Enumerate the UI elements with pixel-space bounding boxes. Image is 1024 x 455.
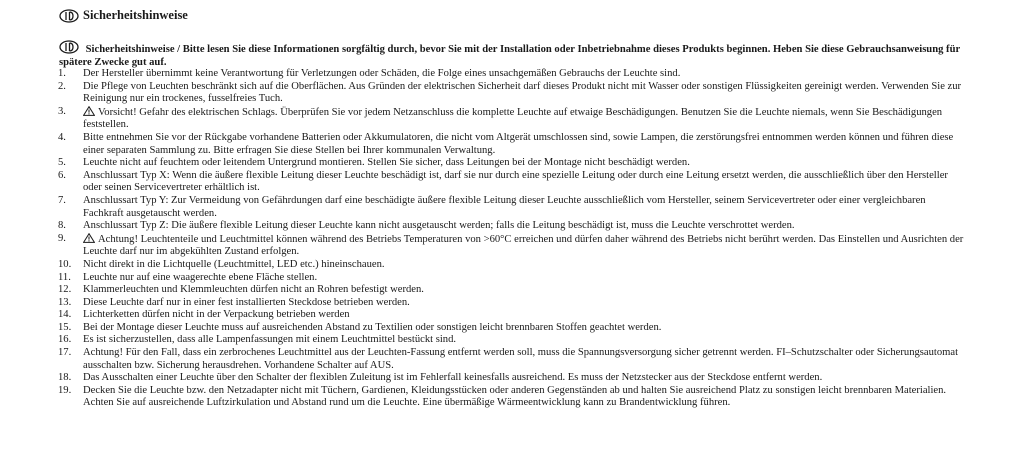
list-item-number: 17. bbox=[58, 347, 72, 359]
list-item-content: Die Pflege von Leuchten beschränkt sich auf die Oberflächen. Aus Gründen der elektrischen Sicherheit darf dieses Produkt nicht mit Wasser oder sonstigen Flüssigkeiten gereinigt werden. Verwenden Sie zur Reinigung nur ein trockenes, fusselfreies Tuch. bbox=[83, 80, 962, 105]
list-item-text bbox=[83, 233, 964, 259]
list-item-content: Anschlussart Typ X: Wenn die äußere flexible Leitung dieser Leuchte beschädigt ist, darf sie nur durch eine spezielle Leitung oder durch eine Leitung ersetzt werden, die ausschließlich über den Hersteller oder seinen Servicevertreter erhältlich ist. bbox=[83, 169, 948, 194]
list-item-number: 9. bbox=[58, 232, 66, 244]
list-item bbox=[58, 195, 964, 220]
list-item-text bbox=[83, 68, 964, 81]
list-item-text bbox=[83, 385, 964, 410]
list-item-content: Lichterketten dürfen nicht in der Verpackung betrieben werden bbox=[83, 309, 350, 321]
list-item-number: 10. bbox=[58, 258, 72, 270]
list-item bbox=[58, 220, 964, 233]
list-item-content: Der Hersteller übernimmt keine Verantwortung für Verletzungen oder Schäden, die Folge eines unsachgemäßen Gebrauchs der Leuchte sind. bbox=[83, 68, 681, 79]
list-item-content: Es ist sicherzustellen, dass alle Lampenfassungen mit einem Leuchtmittel bestückt sind. bbox=[83, 334, 457, 346]
list-item-text bbox=[83, 132, 964, 157]
list-item bbox=[58, 259, 964, 272]
list-item-number: 5. bbox=[58, 157, 66, 169]
list-item-number: 12. bbox=[58, 284, 72, 296]
list-item-text bbox=[83, 157, 964, 170]
list-item-content: Bitte entnehmen Sie vor der Rückgabe vorhandene Batterien oder Akkumulatoren, die nicht vom Altgerät umschlossen sind, sowie Lampen, die zerstörungsfrei entnommen werden können und führen diese einer separaten Sammlung zu. Bitte erfragen Sie diese Stellen bei Ihrer kommunalen Verwaltung. bbox=[83, 131, 954, 156]
list-item bbox=[58, 170, 964, 195]
list-item-content: Leuchte nicht auf feuchtem oder leitendem Untergrund montieren. Stellen Sie sicher, dass Leitungen bei der Montage nicht beschädigt werden. bbox=[83, 157, 690, 169]
list-item bbox=[58, 334, 964, 347]
list-item-text bbox=[83, 334, 964, 347]
list-item-number: 2. bbox=[58, 80, 66, 92]
list-item-number: 11. bbox=[58, 271, 71, 283]
list-item-content: Decken Sie die Leuchte bzw. den Netzadapter nicht mit Tüchern, Gardienen, Kleidungsstücken oder anderen Gegenständen ab und halten Sie ausreichend Platz zu sonstigen leicht brennbaren Materialien. Achten Sie auf ausreichende Luftzirkulation und Abstand rund um die Leuchte. Eine übermäßige Wärmeentwicklung kann zu Brandentwicklung führen. bbox=[83, 384, 947, 409]
list-item-number: 19. bbox=[58, 384, 72, 396]
list-item bbox=[58, 297, 964, 310]
list-item-text bbox=[83, 322, 964, 335]
list-item-number: 7. bbox=[58, 194, 66, 206]
list-item-text bbox=[83, 347, 964, 372]
title-text: Sicherheitshinweise bbox=[83, 8, 188, 22]
list-item-content: Anschlussart Typ Y: Zur Vermeidung von Gefährdungen darf eine beschädigte äußere flexible Leitung dieser Leuchte ausschließlich vom Hersteller, seinem Servicevertreter oder einer vergleichbaren Fachkraft ausgetauscht werden. bbox=[83, 194, 926, 219]
warning-triangle-icon bbox=[83, 106, 95, 116]
list-item bbox=[58, 309, 964, 322]
list-item-content: Klammerleuchten und Klemmleuchten dürfen nicht an Rohren befestigt werden. bbox=[83, 284, 424, 296]
list-item-text bbox=[83, 309, 964, 322]
list-item-text bbox=[83, 259, 964, 272]
intro-text: Sicherheitshinweise / Bitte lesen Sie diese Informationen sorgfältig durch, bevor Sie mit der Installation oder Inbetriebnahme dieses Produkts beginnen. Heben Sie diese Gebrauchsanweisung für spätere Zwecke gut auf. bbox=[59, 44, 960, 68]
list-item-content: Leuchte nur auf eine waagerechte ebene Fläche stellen. bbox=[83, 271, 318, 283]
list-item bbox=[58, 347, 964, 372]
list-item bbox=[58, 284, 964, 297]
document-title bbox=[59, 8, 188, 23]
list-item bbox=[58, 233, 964, 259]
list-item-text bbox=[83, 272, 964, 285]
list-item-number: 1. bbox=[58, 68, 66, 79]
warning-triangle-icon bbox=[83, 233, 95, 243]
list-item-content: Anschlussart Typ Z: Die äußere flexible Leitung dieser Leuchte kann nicht ausgetauscht werden; falls die Leitung beschädigt ist, muss die Leuchte verschrottet werden. bbox=[83, 220, 795, 232]
list-item-text bbox=[83, 372, 964, 385]
list-item-content: Diese Leuchte darf nur in einer fest installierten Steckdose betrieben werden. bbox=[83, 296, 410, 308]
list-item-text bbox=[83, 297, 964, 310]
list-item-content: Achtung! Für den Fall, dass ein zerbrochenes Leuchtmittel aus der Leuchten-Fassung entfernt werden soll, muss die Spannungsversorgung sicher getrennt werden. FI–Schutzschalter oder Sicherungsautomat ausschalten bzw. Sicherung herausdrehen. Vorhandene Schalter auf AUS. bbox=[83, 347, 959, 371]
list-item-number: 16. bbox=[58, 334, 72, 346]
list-item-content: Bei der Montage dieser Leuchte muss auf ausreichenden Abstand zu Textilien oder sonstigen leicht brennbaren Stoffen geachtet werden. bbox=[83, 321, 662, 333]
list-item-content: Vorsicht! Gefahr des elektrischen Schlags. Überprüfen Sie vor jedem Netzanschluss die komplette Leuchte auf etwaige Beschädigungen. Benutzen Sie die Leuchte niemals, wenn Sie Beschädigungen feststellen. bbox=[83, 106, 943, 131]
list-item-number: 13. bbox=[58, 296, 72, 308]
list-item-text bbox=[83, 195, 964, 220]
list-item bbox=[58, 372, 964, 385]
list-item bbox=[58, 272, 964, 285]
list-item-content: Achtung! Leuchtenteile und Leuchtmittel können während des Betriebs Temperaturen von >60°C erreichen und dürfen daher während des Betriebs nicht berührt werden. Das Einstellen und Ausrichten der Leuchte darf nur im abgekühlten Zustand erfolgen. bbox=[83, 233, 964, 258]
list-item-text bbox=[83, 220, 964, 233]
list-item bbox=[58, 132, 964, 157]
list-item-number: 8. bbox=[58, 220, 66, 232]
list-item bbox=[58, 322, 964, 335]
list-item-number: 18. bbox=[58, 372, 72, 384]
list-item bbox=[58, 68, 964, 81]
list-item-number: 4. bbox=[58, 131, 66, 143]
list-item-text bbox=[83, 284, 964, 297]
language-code-icon bbox=[59, 9, 79, 23]
list-item-text bbox=[83, 170, 964, 195]
list-item-content: Nicht direkt in die Lichtquelle (Leuchtmittel, LED etc.) hineinschauen. bbox=[83, 258, 385, 270]
list-item-text bbox=[83, 106, 964, 132]
list-item-number: 3. bbox=[58, 105, 66, 117]
list-item bbox=[58, 385, 964, 410]
intro-paragraph bbox=[59, 40, 964, 69]
safety-list bbox=[58, 68, 964, 410]
list-item-content: Das Ausschalten einer Leuchte über den Schalter der flexiblen Zuleitung ist im Fehlerfall keinesfalls ausreichend. Es muss der Netzstecker aus der Steckdose entfernt werden. bbox=[83, 372, 823, 384]
list-item-number: 15. bbox=[58, 321, 72, 333]
list-item-text bbox=[83, 81, 964, 106]
language-code-icon bbox=[59, 40, 79, 54]
list-item-number: 14. bbox=[58, 309, 72, 321]
list-item bbox=[58, 157, 964, 170]
list-item bbox=[58, 81, 964, 106]
list-item bbox=[58, 106, 964, 132]
list-item-number: 6. bbox=[58, 169, 66, 181]
